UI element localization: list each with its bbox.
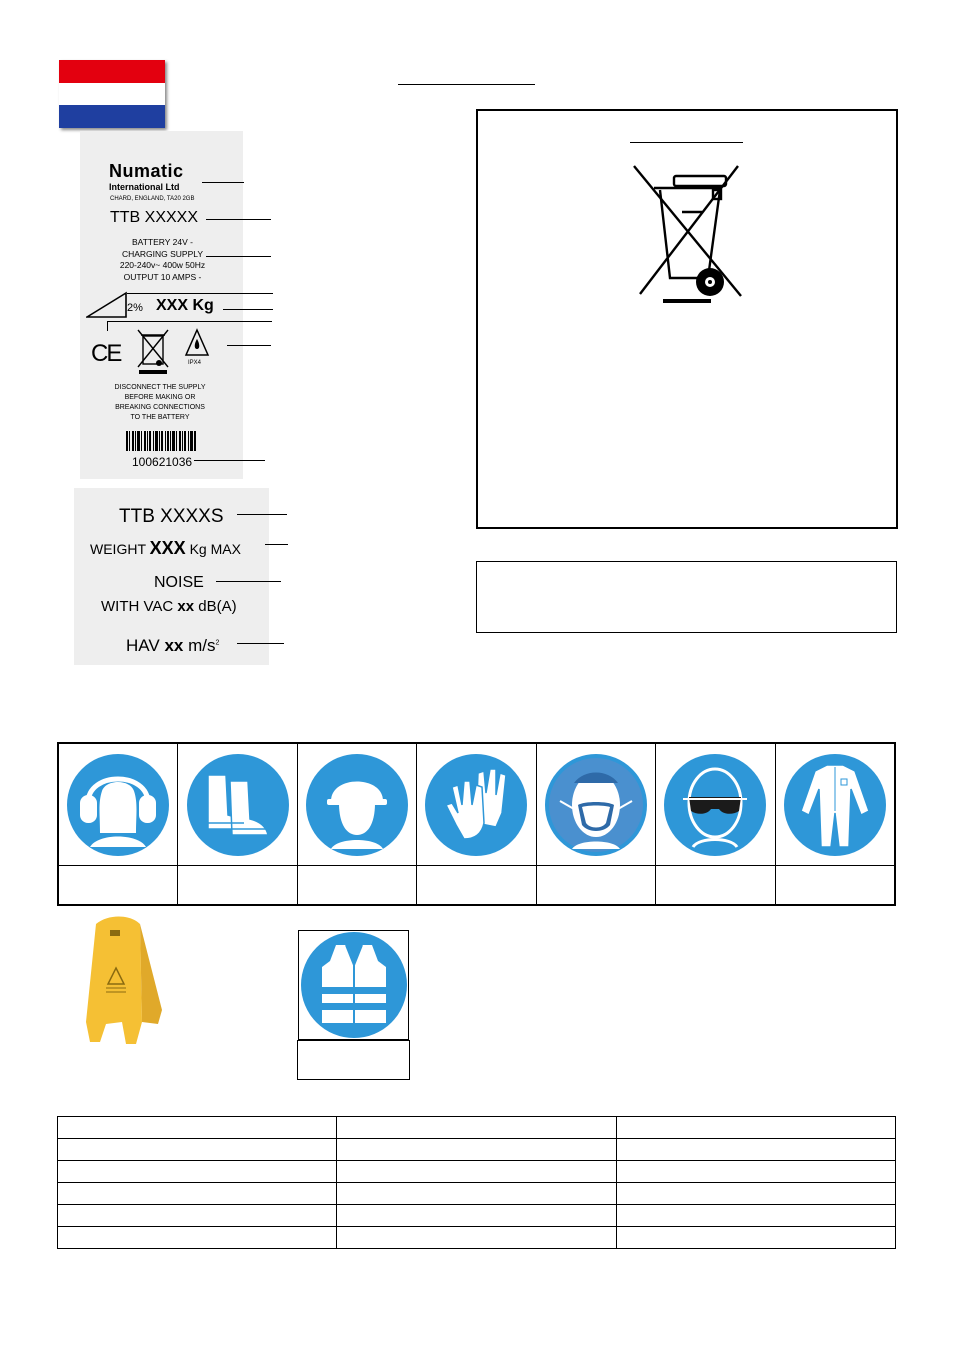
table-cell — [616, 1161, 895, 1183]
gradient-triangle-icon — [86, 291, 128, 319]
noise-value: xx — [177, 598, 195, 615]
plate-brand: Numatic — [109, 161, 184, 181]
weee-crossed-bin-icon — [630, 160, 745, 310]
leader-line — [127, 293, 273, 294]
rating-plate — [80, 131, 243, 479]
table-row — [58, 1161, 896, 1183]
table-cell — [58, 1161, 337, 1183]
table-cell — [337, 1183, 616, 1205]
wet-floor-sign-icon — [78, 912, 168, 1047]
gloves-icon — [424, 753, 528, 857]
plate-battery-spec — [90, 237, 235, 283]
plate2-noise — [101, 598, 237, 615]
table-row — [58, 1183, 896, 1205]
table-cell — [337, 1139, 616, 1161]
dust-mask-icon — [544, 753, 648, 857]
hi-vis-caption-box — [297, 1040, 410, 1080]
table-cell — [58, 1205, 337, 1227]
warning-line: BEFORE MAKING OR — [124, 394, 196, 401]
leader-line — [227, 345, 271, 346]
plate-weight: XXX Kg — [156, 297, 214, 314]
table-cell — [58, 1117, 337, 1139]
ppe-cell-safety-boots — [178, 744, 297, 904]
plate2-weight — [90, 538, 241, 559]
barcode-icon — [126, 431, 196, 451]
title-underline — [398, 84, 535, 85]
warning-line: DISCONNECT THE SUPPLY — [114, 384, 206, 391]
noise-unit: dB(A) — [198, 598, 237, 615]
plate-brand-subtitle: International Ltd — [109, 182, 180, 192]
leader-line — [107, 321, 108, 331]
table-cell — [58, 1139, 337, 1161]
hi-vis-vest-icon — [300, 931, 408, 1039]
hav-label: HAV — [126, 636, 160, 655]
plate-ip-rating: IPX4 — [188, 360, 202, 366]
leader-line — [216, 581, 281, 582]
flag-stripe-red — [59, 60, 165, 83]
table-cell — [616, 1139, 895, 1161]
plate2-hav — [126, 636, 219, 656]
battery-line: OUTPUT 10 AMPS - — [123, 271, 202, 282]
table-cell — [337, 1117, 616, 1139]
table-cell — [337, 1227, 616, 1249]
table-cell — [58, 1183, 337, 1205]
water-drop-warning-icon — [184, 328, 210, 358]
table-cell — [337, 1161, 616, 1183]
leader-line — [265, 544, 288, 545]
battery-line: BATTERY 24V - — [132, 237, 193, 247]
table-row — [58, 1117, 896, 1139]
hav-unit: m/s — [188, 636, 216, 655]
ppe-cell-coverall — [776, 744, 894, 904]
table-cell — [58, 1227, 337, 1249]
plate-address: CHARD, ENGLAND, TA20 2GB — [110, 196, 195, 202]
ppe-cell-hard-hat — [298, 744, 417, 904]
leader-line — [237, 514, 287, 515]
table-cell — [616, 1183, 895, 1205]
table-cell — [616, 1117, 895, 1139]
safety-glasses-icon — [663, 753, 767, 857]
table-cell — [337, 1205, 616, 1227]
flag-stripe-blue — [59, 105, 165, 128]
warning-line: TO THE BATTERY — [130, 414, 190, 421]
leader-line — [237, 643, 284, 644]
leader-line — [206, 219, 271, 220]
netherlands-flag-icon — [59, 60, 165, 128]
table-cell — [616, 1205, 895, 1227]
ppe-cell-ear-protection — [59, 744, 178, 904]
ppe-table — [57, 742, 896, 906]
flag-stripe-white — [59, 83, 165, 106]
table-row — [58, 1205, 896, 1227]
plate-warning — [100, 383, 220, 423]
weight-unit: Kg MAX — [189, 541, 241, 557]
plate2-noise-label: NOISE — [154, 574, 204, 591]
weight-value: XXX — [149, 538, 186, 558]
table-row — [58, 1139, 896, 1161]
plate-serial: 100621036 — [132, 455, 193, 469]
plate-gradient: 2% — [127, 302, 143, 314]
crossed-bin-icon — [135, 327, 171, 375]
coverall-icon — [783, 753, 887, 857]
leader-line — [223, 309, 273, 310]
hav-exponent: 2 — [215, 639, 220, 647]
safety-boots-icon — [186, 753, 290, 857]
plate2-model: TTB XXXXS — [119, 506, 224, 527]
warning-line: BREAKING CONNECTIONS — [115, 404, 205, 411]
hard-hat-icon — [305, 753, 409, 857]
hi-vis-box — [298, 930, 409, 1040]
table-row — [58, 1227, 896, 1249]
ppe-cell-dust-mask — [537, 744, 656, 904]
ppe-cell-gloves — [417, 744, 536, 904]
hav-value: xx — [164, 636, 184, 655]
leader-line — [108, 321, 272, 322]
leader-line — [194, 460, 265, 461]
battery-line: CHARGING SUPPLY — [121, 248, 204, 259]
weee-heading-underline — [630, 142, 743, 143]
leader-line — [206, 256, 271, 257]
ear-protection-icon — [66, 753, 170, 857]
data-table — [57, 1116, 896, 1249]
leader-line — [202, 182, 244, 183]
ce-mark-icon: CE — [91, 340, 121, 367]
noise-prefix: WITH VAC — [101, 598, 174, 615]
plate-model: TTB XXXXX — [110, 209, 199, 226]
battery-line: 220-240v~ 400w 50Hz — [119, 260, 206, 270]
ppe-cell-safety-glasses — [656, 744, 775, 904]
table-cell — [616, 1227, 895, 1249]
weight-label: WEIGHT — [90, 541, 146, 557]
note-box — [476, 561, 897, 633]
